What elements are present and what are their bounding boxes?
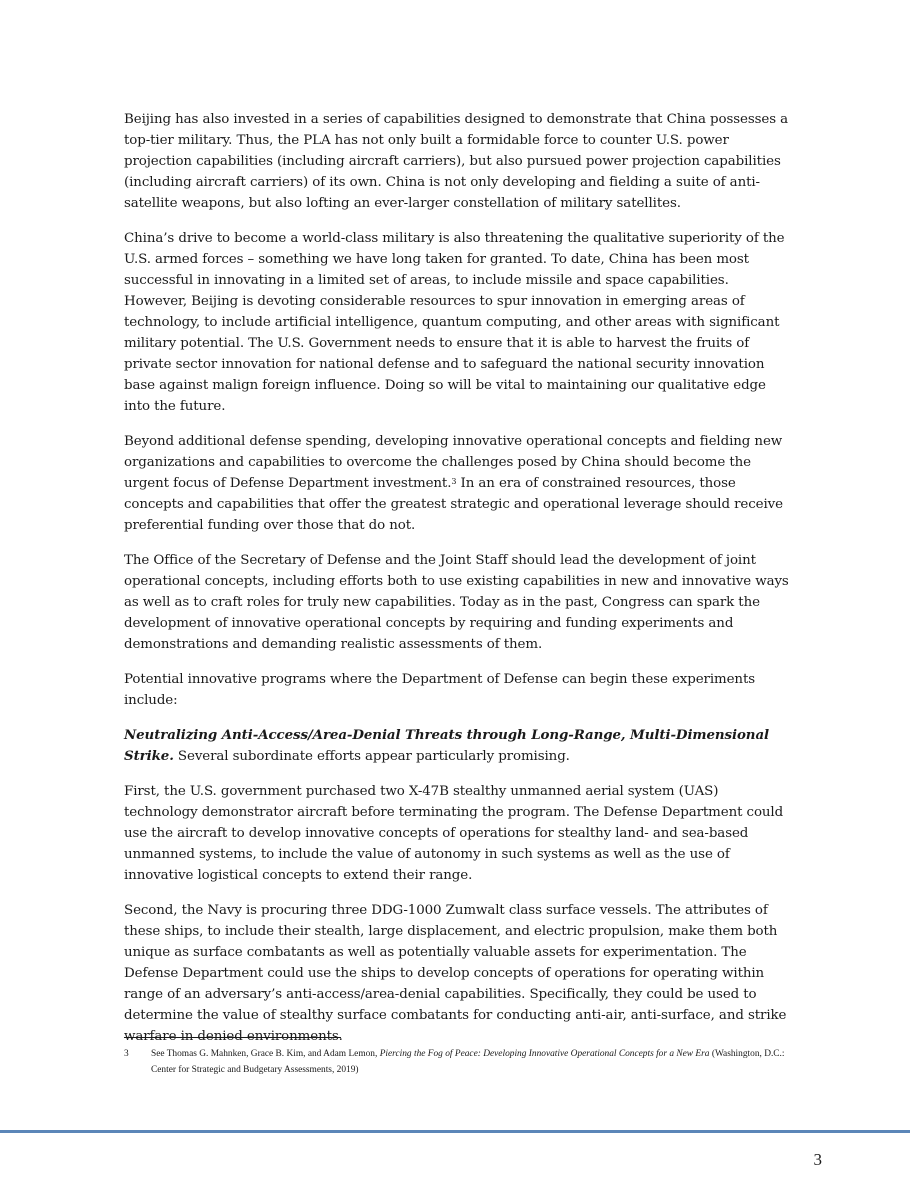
paragraph-x47b: First, the U.S. government purchased two X-47B stealthy unmanned aerial system (UAS) technology demonstrator aircraft before terminating the program. The Defense Department could use the aircraft to develop innovative concepts of operations for stealthy land- and sea-based unmanned systems, to include the value of autonomy in such systems as well as the use of innovative logistical concepts to extend their range. xyxy=(124,784,784,883)
paragraph-china-capabilities: Beijing has also invested in a series of capabilities designed to demonstrate that China possesses a top-tier military. Thus, the PLA has not only built a formidable force to counter U.S. power projection capabilities (including aircraft carriers), but also pursued power projection capabilities (including aircraft carriers) of its own. China is not only developing and fielding a suite of anti-satellite weapons, but also lofting an ever-larger constellation of military satellites. xyxy=(124,112,789,211)
footnote-text xyxy=(151,1046,796,1078)
footnote-number: 3 xyxy=(124,1049,129,1059)
footer-rule xyxy=(0,1130,910,1133)
paragraph-qualitative-superiority: China’s drive to become a world-class military is also threatening the qualitative superiority of the U.S. armed forces – something we have long taken for granted. To date, China has been most successful in innovating in a limited set of areas, to include missile and space capabilities. However, Beijing is devoting considerable resources to spur innovation in emerging areas of technology, to include artificial intelligence, quantum computing, and other areas with significant military potential. The U.S. Government needs to ensure that it is able to harvest the fruits of private sector innovation for national defense and to safeguard the national security innovation base against malign foreign influence. Doing so will be vital to maintaining our qualitative edge into the future. xyxy=(124,231,785,414)
paragraph-joint-staff: The Office of the Secretary of Defense and the Joint Staff should lead the development of joint operational concepts, including efforts both to use existing capabilities in new and innovative ways as well as to craft roles for truly new capabilities. Today as in the past, Congress can spark the development of innovative operational concepts by requiring and funding experiments and demonstrations and demanding realistic assessments of them. xyxy=(124,553,789,652)
page-body xyxy=(124,109,794,1061)
paragraph-zumwalt: Second, the Navy is procuring three DDG-1000 Zumwalt class surface vessels. The attributes of these ships, to include their stealth, large displacement, and electric propulsion, make them both unique as surface combatants as well as potentially valuable assets for experimentation. The Defense Department could use the ships to develop concepts of operations for operating within range of an adversary’s anti-access/area-denial capabilities. Specifically, they could be used to determine the value of stealthy surface combatants for conducting anti-air, anti-surface, and strike warfare in denied environments. xyxy=(124,903,787,1044)
section-lead-heading: Neutralizing Anti-Access/Area-Denial Threats through Long-Range, Multi-Dimensional Strike. xyxy=(124,727,770,764)
paragraph-neutralizing-a2ad xyxy=(124,725,794,767)
paragraph-text: In an era of constrained resources, those concepts and capabilities that offer the greatest strategic and operational leverage should receive preferential funding over those that do not. xyxy=(124,476,783,533)
footnote-divider xyxy=(124,1037,341,1038)
paragraph-text: Several subordinate efforts appear particularly promising. xyxy=(173,749,570,764)
paragraph-innovative-concepts xyxy=(124,431,794,536)
paragraph-programs-intro: Potential innovative programs where the Department of Defense can begin these experiments include: xyxy=(124,672,756,708)
footnote-title: Piercing the Fog of Peace: Developing Innovative Operational Concepts for a New Era xyxy=(379,1049,710,1059)
footnote-authors: See Thomas G. Mahnken, Grace B. Kim, and Adam Lemon, xyxy=(151,1049,380,1059)
footnote-publisher: (Washington, D.C.: Center for Strategic and Budgetary Assessments, 2019) xyxy=(151,1049,785,1075)
page-number: 3 xyxy=(813,1150,822,1169)
footnote-reference[interactable]: 3 xyxy=(451,477,457,486)
footnote xyxy=(124,1046,796,1078)
paragraph-text: Beyond additional defense spending, developing innovative operational concepts and fielding new organizations and capabilities to overcome the challenges posed by China should become the urgent focus of Defense Department investment. xyxy=(124,434,783,491)
